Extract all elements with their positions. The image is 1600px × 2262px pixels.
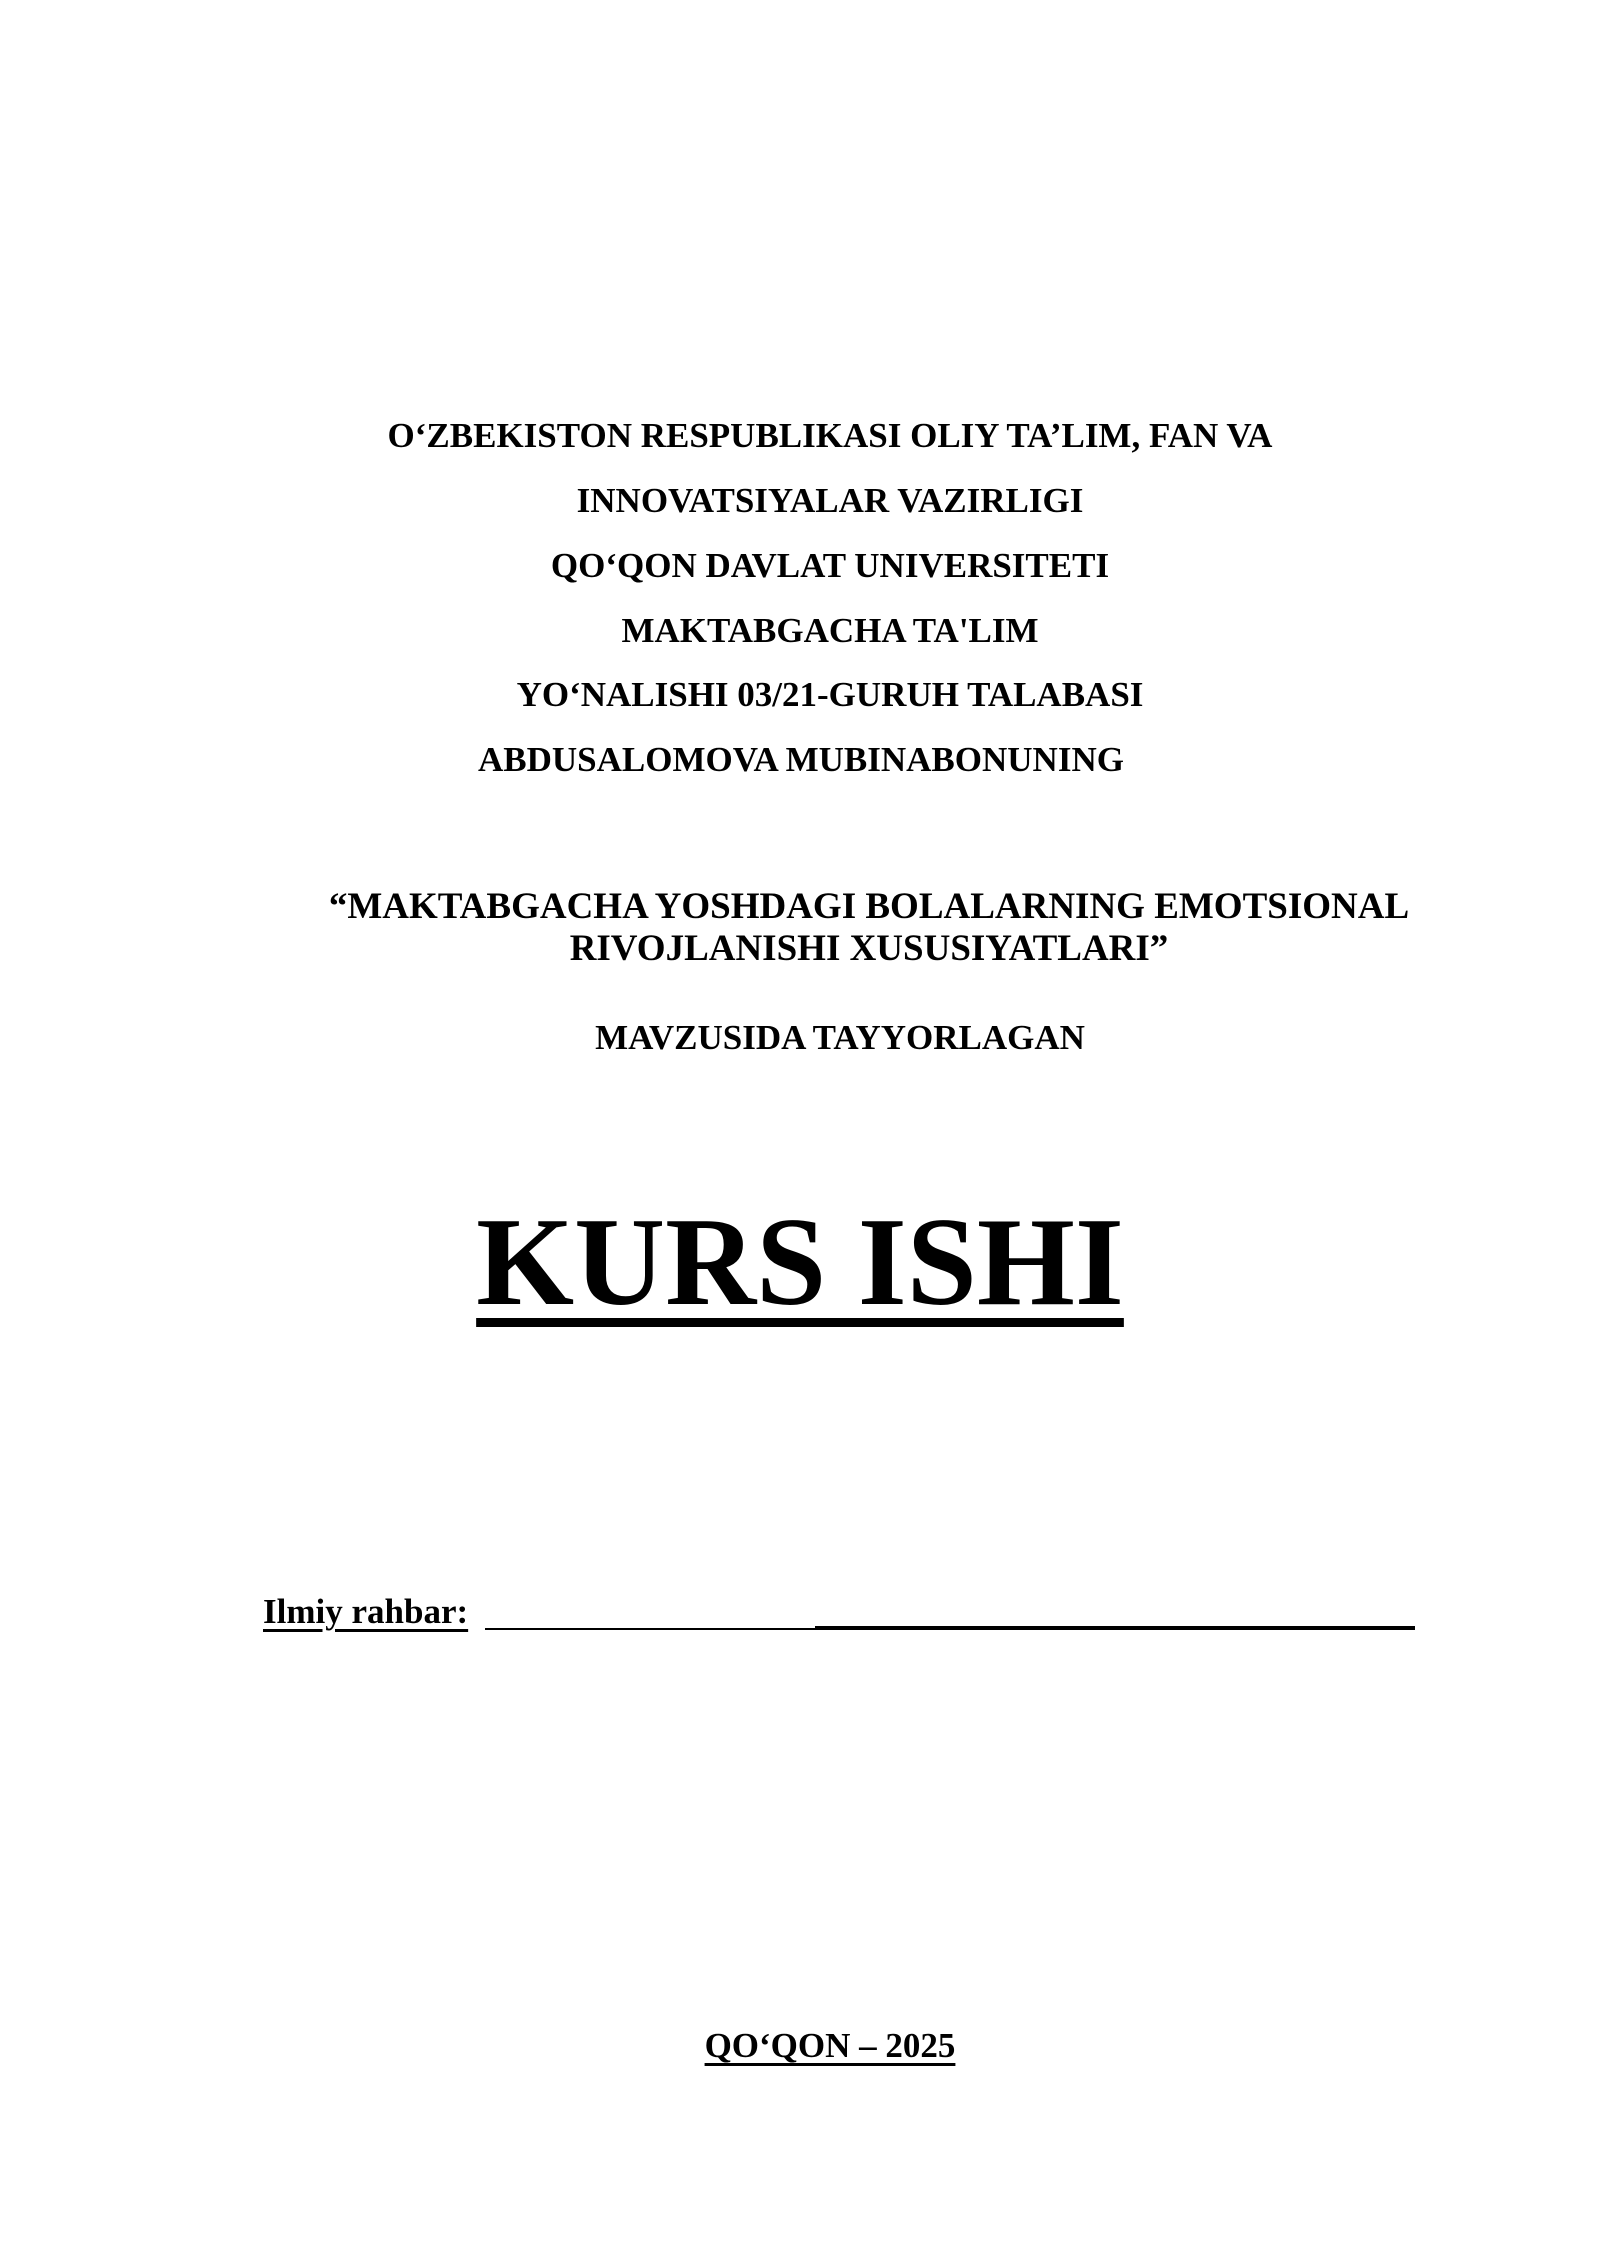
topic-line-1: “MAKTABGACHA YOSHDAGI BOLALARNING EMOTSIONAL <box>328 886 1410 927</box>
ministry-line-2: INNOVATSIYALAR VAZIRLIGI <box>576 481 1084 520</box>
topic-line-2: RIVOJLANISHI XUSUSIYATLARI” <box>569 928 1169 969</box>
university-name: QO‘QON DAVLAT UNIVERSITETI <box>550 546 1110 585</box>
department-name: MAKTABGACHA TA'LIM <box>621 611 1039 650</box>
group-line: YO‘NALISHI 03/21-GURUH TALABASI <box>516 675 1144 714</box>
city-year-text: QO‘QON – 2025 <box>704 2026 956 2065</box>
document-type-text: KURS ISHI <box>476 1193 1124 1332</box>
document-type-heading <box>0 1193 1600 1332</box>
supervisor-signature-line <box>815 1626 1415 1630</box>
ministry-line-1: O‘ZBEKISTON RESPUBLIKASI OLIY TA’LIM, FAN VA <box>387 416 1273 455</box>
supervisor-label: Ilmiy rahbar: <box>263 1592 469 1631</box>
student-name: ABDUSALOMOVA MUBINABONUNING <box>478 740 1124 779</box>
prepared-text: MAVZUSIDA TAYYORLAGAN <box>595 1018 1085 1057</box>
city-year-footer <box>0 2028 1600 2063</box>
supervisor-row <box>263 1590 1423 1636</box>
